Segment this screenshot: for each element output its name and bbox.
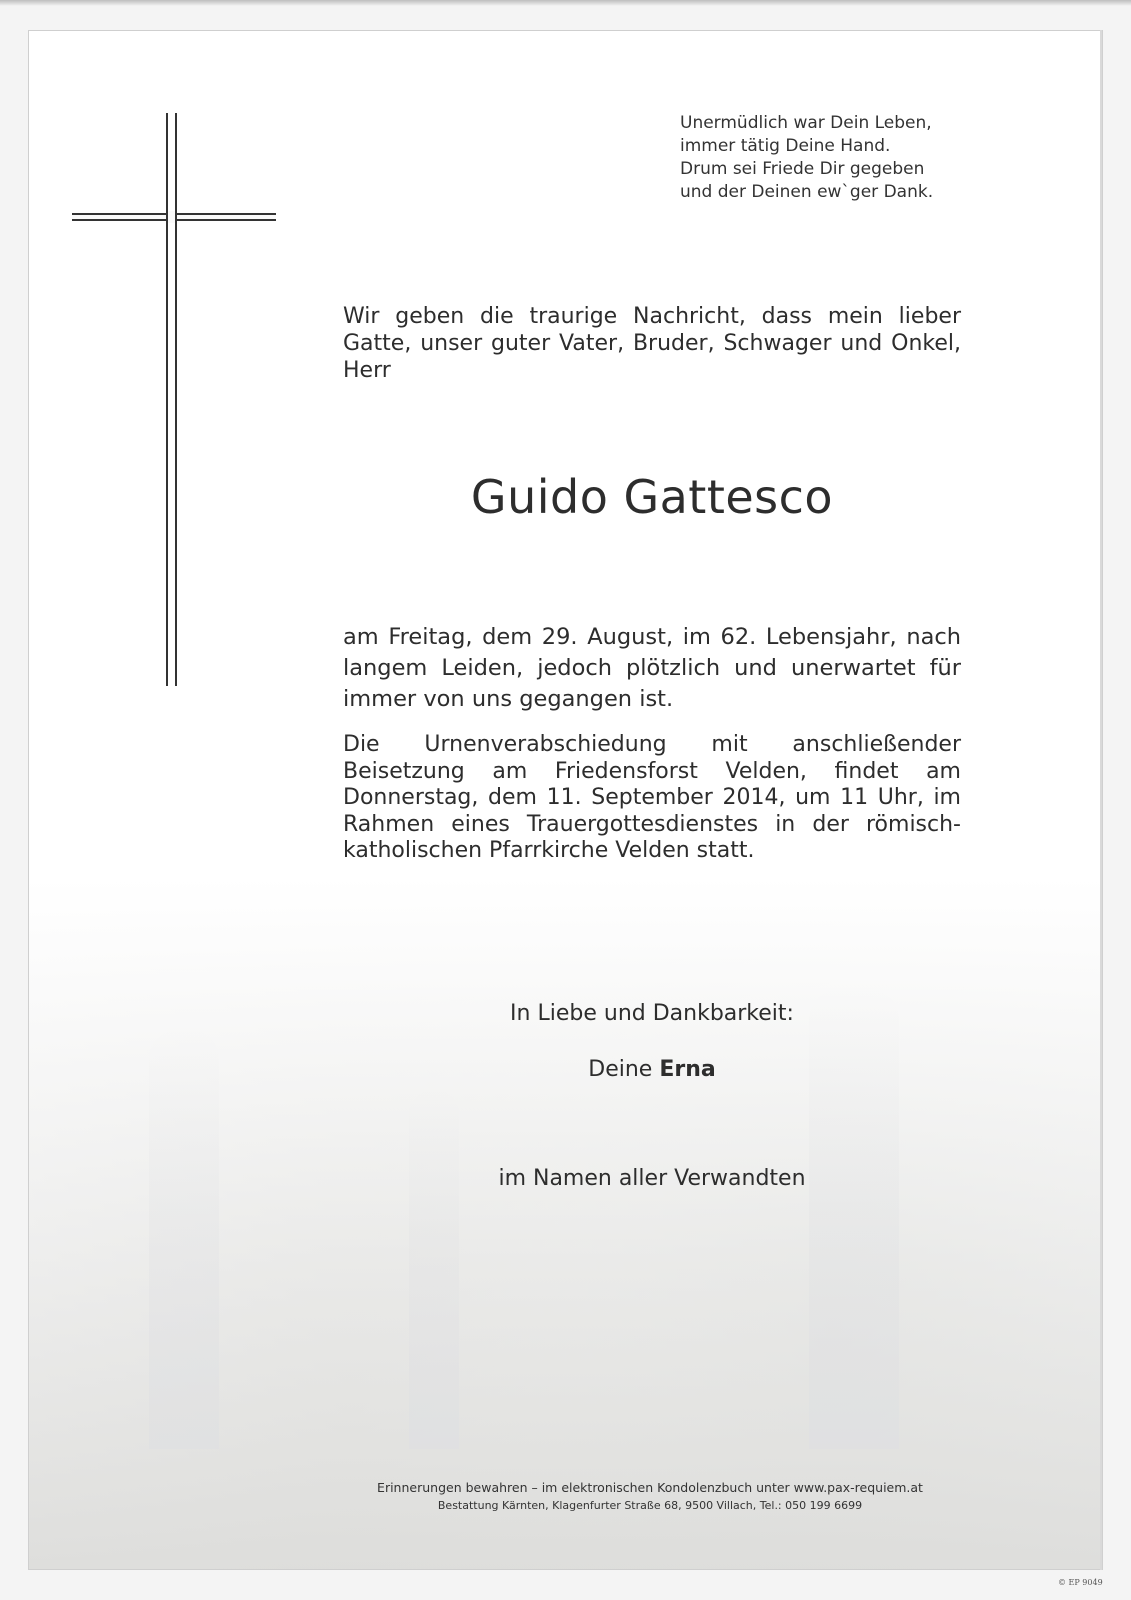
closing-love: In Liebe und Dankbarkeit: <box>510 1001 794 1026</box>
cross-icon-junction <box>166 211 177 223</box>
funeral-details: Die Urnenverabschiedung mit anschließender Beisetzung am Friedensforst Velden, findet am Donnerstag, dem 11. September 2014, um 11 Uhr, im Rahmen eines Trauergottesdienstes in der römisch-katholischen Pfarrkirche Velden statt. <box>343 732 961 863</box>
death-notice: am Freitag, dem 29. August, im 62. Lebensjahr, nach langem Leiden, jedoch plötzlich und unerwartet für immer von uns gegangen ist. <box>343 624 961 712</box>
wife-prefix: Deine <box>588 1057 660 1082</box>
poem-line: Unermüdlich war Dein Leben, <box>680 113 932 133</box>
background-tree-shadow <box>409 1089 459 1449</box>
sheet-frame-line <box>1100 30 1102 1570</box>
announcement-intro: Wir geben die traurige Nachricht, dass mein lieber Gatte, unser guter Vater, Bruder, Schwager und Onkel, Herr <box>343 304 961 383</box>
footer-address-line: Bestattung Kärnten, Klagenfurter Straße 68, 9500 Villach, Tel.: 050 199 6699 <box>437 1499 863 1512</box>
wife-name: Erna <box>659 1057 716 1082</box>
memorial-poem <box>680 112 980 204</box>
background-tree-shadow <box>149 1029 219 1449</box>
poem-line: Drum sei Friede Dir gegeben <box>680 159 925 179</box>
poem-line: immer tätig Deine Hand. <box>680 136 891 156</box>
closing-wife <box>343 1057 961 1082</box>
page-edge <box>0 0 1131 6</box>
closing-relatives: im Namen aller Verwandten <box>498 1166 806 1191</box>
print-code: © EP 9049 <box>1058 1578 1103 1587</box>
poem-line: und der Deinen ew`ger Dank. <box>680 182 934 202</box>
cross-icon <box>166 113 177 686</box>
deceased-name: Guido Gattesco <box>470 470 834 524</box>
footer-condolence-line: Erinnerungen bewahren – im elektronischen Kondolenzbuch unter www.pax-requiem.at <box>377 1480 923 1495</box>
